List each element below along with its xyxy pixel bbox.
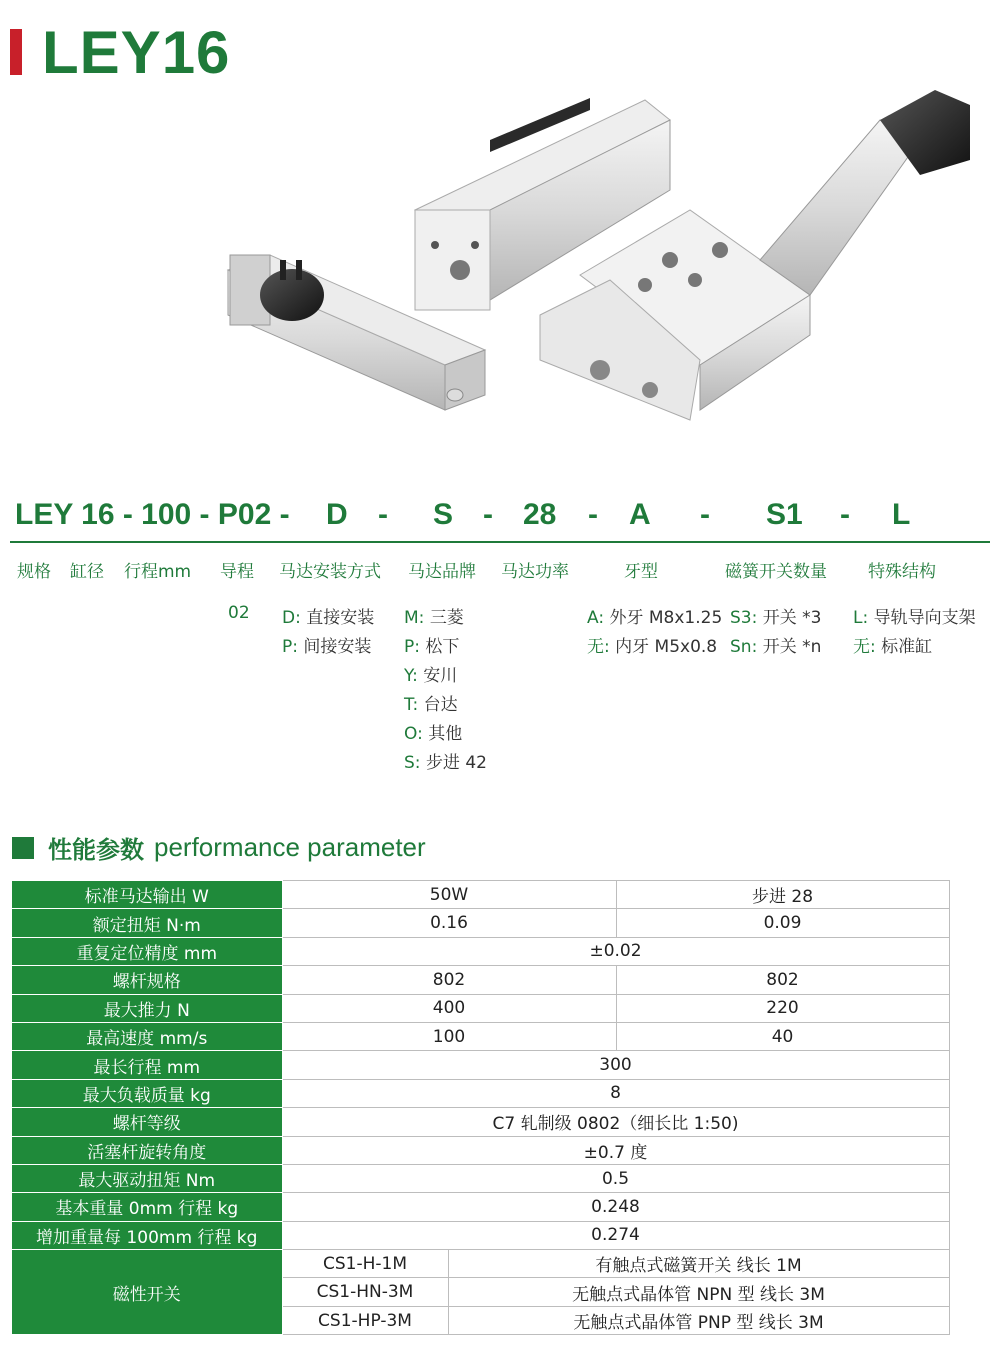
row-label: 螺杆规格 xyxy=(12,966,282,994)
table-row xyxy=(12,1108,949,1136)
table-row xyxy=(12,1193,949,1221)
label-spec: 规格 xyxy=(17,562,51,582)
row-label: 最大负载质量 kg xyxy=(12,1079,282,1107)
table-row xyxy=(12,1221,949,1249)
switch-desc: 有触点式磁簧开关 线长 1M xyxy=(448,1250,949,1278)
model-code-sep: - xyxy=(700,498,710,531)
row-label: 最长行程 mm xyxy=(12,1051,282,1079)
row-value-a: 802 xyxy=(282,966,616,994)
row-value: 0.274 xyxy=(282,1221,949,1249)
row-label: 最大驱动扭矩 Nm xyxy=(12,1164,282,1192)
row-value: 300 xyxy=(282,1051,949,1079)
divider xyxy=(10,541,990,543)
table-row xyxy=(12,1164,949,1192)
option-special: L: 导轨导向支架 xyxy=(853,608,976,628)
row-label: 活塞杆旋转角度 xyxy=(12,1136,282,1164)
option-lead: 02 xyxy=(228,603,250,623)
section-square-icon xyxy=(12,837,34,859)
switch-model: CS1-HN-3M xyxy=(282,1278,448,1306)
row-value: ±0.7 度 xyxy=(282,1136,949,1164)
label-special: 特殊结构 xyxy=(868,562,936,582)
model-code-thread: A xyxy=(629,498,651,531)
row-value-a: 0.16 xyxy=(282,909,616,937)
page-title xyxy=(10,18,231,86)
model-code-special: L xyxy=(892,498,911,531)
label-bore: 缸径 xyxy=(70,562,104,582)
label-brand: 马达品牌 xyxy=(408,562,476,582)
section-title-cn: 性能参数 xyxy=(48,836,144,864)
model-code-sep: - xyxy=(378,498,388,531)
row-value-b: 220 xyxy=(616,994,949,1022)
table-row xyxy=(12,1079,949,1107)
row-value-a: 400 xyxy=(282,994,616,1022)
row-label: 标准马达输出 W xyxy=(12,881,282,909)
row-label: 基本重量 0mm 行程 kg xyxy=(12,1193,282,1221)
table-row xyxy=(12,1051,949,1079)
label-lead: 导程 xyxy=(220,562,254,582)
option-mount: D: 直接安装 xyxy=(282,608,375,628)
option-switch: S3: 开关 *3 xyxy=(730,608,822,628)
switch-model: CS1-HP-3M xyxy=(282,1306,448,1334)
model-code xyxy=(0,498,1000,538)
title-text: LEY16 xyxy=(42,18,231,86)
model-code-sep: - xyxy=(840,498,850,531)
option-special: 无: 标准缸 xyxy=(853,637,933,657)
row-value-a: 50W xyxy=(282,881,616,909)
section-title-en: performance parameter xyxy=(154,832,426,862)
option-brand: S: 步进 42 xyxy=(404,753,487,773)
option-brand: M: 三菱 xyxy=(404,608,464,628)
row-label: 增加重量每 100mm 行程 kg xyxy=(12,1221,282,1249)
row-value: ±0.02 xyxy=(282,937,949,965)
model-code-sep: - xyxy=(588,498,598,531)
option-mount: P: 间接安装 xyxy=(282,637,372,657)
option-thread: A: 外牙 M8x1.25 xyxy=(587,608,723,628)
option-switch: Sn: 开关 *n xyxy=(730,637,822,657)
row-label: 重复定位精度 mm xyxy=(12,937,282,965)
table-row xyxy=(12,909,949,937)
option-brand: O: 其他 xyxy=(404,724,463,744)
switch-label: 磁性开关 xyxy=(12,1250,282,1335)
row-value: C7 轧制级 0802（细长比 1:50) xyxy=(282,1108,949,1136)
model-code-sep: - xyxy=(483,498,493,531)
row-value: 0.248 xyxy=(282,1193,949,1221)
model-code-power: 28 xyxy=(523,498,557,531)
row-value-a: 100 xyxy=(282,1022,616,1050)
row-value: 8 xyxy=(282,1079,949,1107)
row-label: 最高速度 mm/s xyxy=(12,1022,282,1050)
label-power: 马达功率 xyxy=(501,562,569,582)
row-value: 0.5 xyxy=(282,1164,949,1192)
model-code-brand: S xyxy=(433,498,454,531)
switch-model: CS1-H-1M xyxy=(282,1250,448,1278)
row-label: 额定扭矩 N·m xyxy=(12,909,282,937)
row-value-b: 步进 28 xyxy=(616,881,949,909)
row-value-b: 802 xyxy=(616,966,949,994)
row-value-b: 40 xyxy=(616,1022,949,1050)
row-value-b: 0.09 xyxy=(616,909,949,937)
table-row xyxy=(12,881,949,909)
row-label: 螺杆等级 xyxy=(12,1108,282,1136)
label-thread: 牙型 xyxy=(624,562,658,582)
label-stroke: 行程mm xyxy=(124,562,192,582)
table-row xyxy=(12,966,949,994)
model-code-mount: D xyxy=(326,498,348,531)
switch-desc: 无触点式晶体管 NPN 型 线长 3M xyxy=(448,1278,949,1306)
switch-row xyxy=(12,1250,949,1278)
table-row xyxy=(12,937,949,965)
model-code-switch: S1 xyxy=(766,498,803,531)
product-photo xyxy=(200,80,990,470)
table-row xyxy=(12,994,949,1022)
model-code-prefix: LEY 16 - 100 - P02 - xyxy=(15,498,290,531)
option-thread: 无: 内牙 M5x0.8 xyxy=(587,637,718,657)
label-mount: 马达安装方式 xyxy=(279,562,381,582)
option-brand: P: 松下 xyxy=(404,637,460,657)
option-brand: T: 台达 xyxy=(404,695,458,715)
section-heading xyxy=(12,830,426,865)
switch-desc: 无触点式晶体管 PNP 型 线长 3M xyxy=(448,1306,949,1334)
performance-table xyxy=(12,880,950,1335)
title-accent-bar xyxy=(10,29,22,75)
option-brand: Y: 安川 xyxy=(404,666,458,686)
row-label: 最大推力 N xyxy=(12,994,282,1022)
table-row xyxy=(12,1022,949,1050)
table-row xyxy=(12,1136,949,1164)
label-switch-count: 磁簧开关数量 xyxy=(725,562,827,582)
